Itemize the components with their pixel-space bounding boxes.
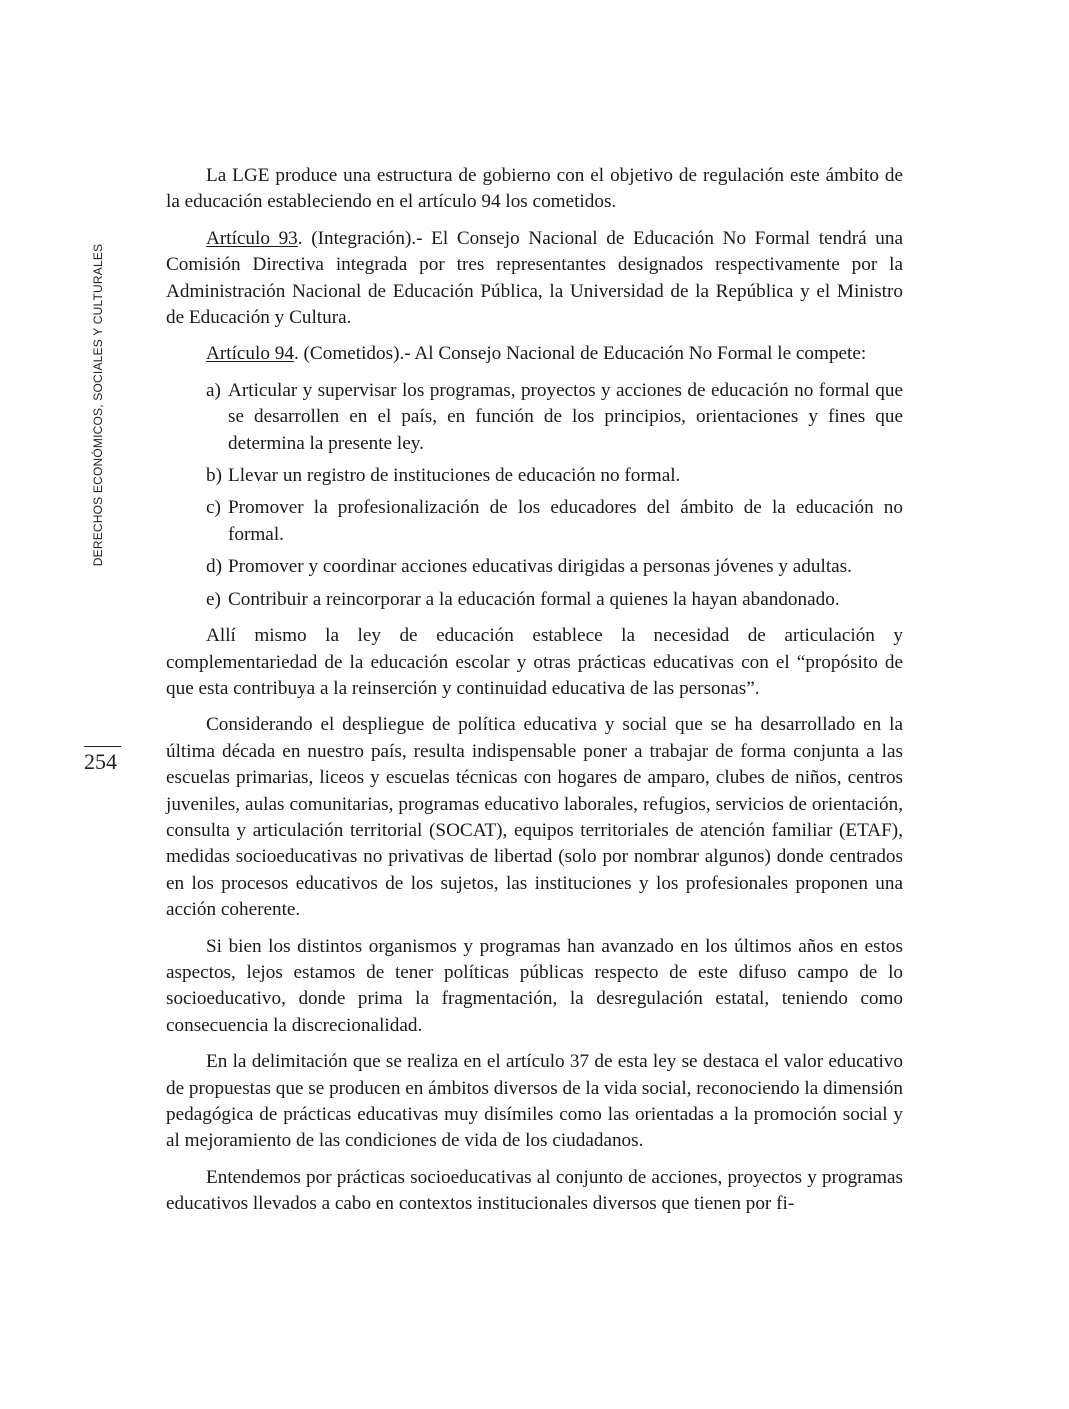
list-marker: b): [206, 465, 222, 487]
paragraph: Si bien los distintos organismos y programas han avanzado en los últimos años en estos aspectos, lejos estamos de tener políticas públicas respecto de este difuso campo de lo socioeducativo, donde prima la fragmentación, la desregulación estatal, teniendo como consecuencia la discrecionalidad.: [166, 935, 903, 1036]
article-heading: Artículo 94: [206, 343, 294, 365]
article-heading: Artículo 93: [206, 227, 298, 249]
list-text: Llevar un registro de instituciones de educación no formal.: [228, 465, 681, 487]
list-text: Articular y supervisar los programas, proyectos y acciones de educación no formal que se desarrollen en el país, en función de los principios, orientaciones y fines que determina la presente ley.: [228, 379, 903, 454]
paragraph: Allí mismo la ley de educación establece la necesidad de articulación y complementariedad de la educación escolar y otras prácticas educativas con el “propósito de que esta contribuya a la reinserción y continuidad educativa de las personas”.: [166, 625, 903, 699]
article-list: [206, 378, 903, 613]
paragraph: Entendemos por prácticas socioeducativas al conjunto de acciones, proyectos y programas educativos llevados a cabo en contextos institucionales diversos que tienen por fi-: [166, 1166, 903, 1215]
list-item: [206, 495, 903, 548]
list-text: Contribuir a reincorporar a la educación formal a quienes la hayan abandonado.: [228, 588, 840, 610]
list-text: Promover la profesionalización de los educadores del ámbito de la educación no formal.: [228, 497, 903, 545]
article-text: . (Cometidos).- Al Consejo Nacional de Educación No Formal le compete:: [293, 343, 867, 365]
list-item: [206, 463, 903, 489]
article-paragraph: [166, 341, 903, 367]
page-number-rule: [84, 746, 121, 747]
list-item: [206, 554, 903, 580]
list-marker: a): [206, 379, 221, 401]
running-title: DERECHOS ECONÓMICOS, SOCIALES Y CULTURALES: [91, 243, 105, 567]
article-paragraph: [166, 226, 903, 332]
paragraph: Considerando el despliegue de política educativa y social que se ha desarrollado en la última década en nuestro país, resulta indispensable poner a trabajar de forma conjunta a las escuelas primarias, liceos y escuelas técnicas con hogares de amparo, clubes de niños, centros juveniles, aulas comunitarias, programas educativo laborales, refugios, servicios de orientación, consulta y articulación territorial (SOCAT), equipos territoriales de atención familiar (ETAF), medidas socioeducativas no privativas de libertad (solo por nombrar algunos) donde centrados en los procesos educativos de los sujetos, las instituciones y los profesionales proponen una acción coherente.: [166, 714, 903, 921]
page-body: [166, 163, 903, 1228]
paragraph: En la delimitación que se realiza en el artículo 37 de esta ley se destaca el valor educativo de propuestas que se producen en ámbitos diversos de la vida social, reconociendo la dimensión pedagógica de prácticas educativas muy disímiles como las orientadas a la promoción social y al mejoramiento de las condiciones de vida de los ciudadanos.: [166, 1051, 903, 1152]
list-marker: d): [206, 556, 222, 578]
page-number: 254: [84, 749, 117, 774]
list-marker: e): [206, 588, 221, 610]
list-item: [206, 587, 903, 613]
list-item: [206, 378, 903, 457]
article-text: . (Integración).- El Consejo Nacional de Educación No Formal tendrá una Comisión Directiva integrada por tres representantes designados respectivamente por la Administración Nacional de Educación Pública, la Universidad de la República y el Ministro de Educación y Cultura.: [166, 227, 903, 329]
list-marker: c): [206, 497, 221, 519]
list-text: Promover y coordinar acciones educativas dirigidas a personas jóvenes y adultas.: [228, 556, 852, 578]
paragraph: La LGE produce una estructura de gobierno con el objetivo de regulación este ámbito de la educación estableciendo en el artículo 94 los cometidos.: [166, 165, 903, 213]
